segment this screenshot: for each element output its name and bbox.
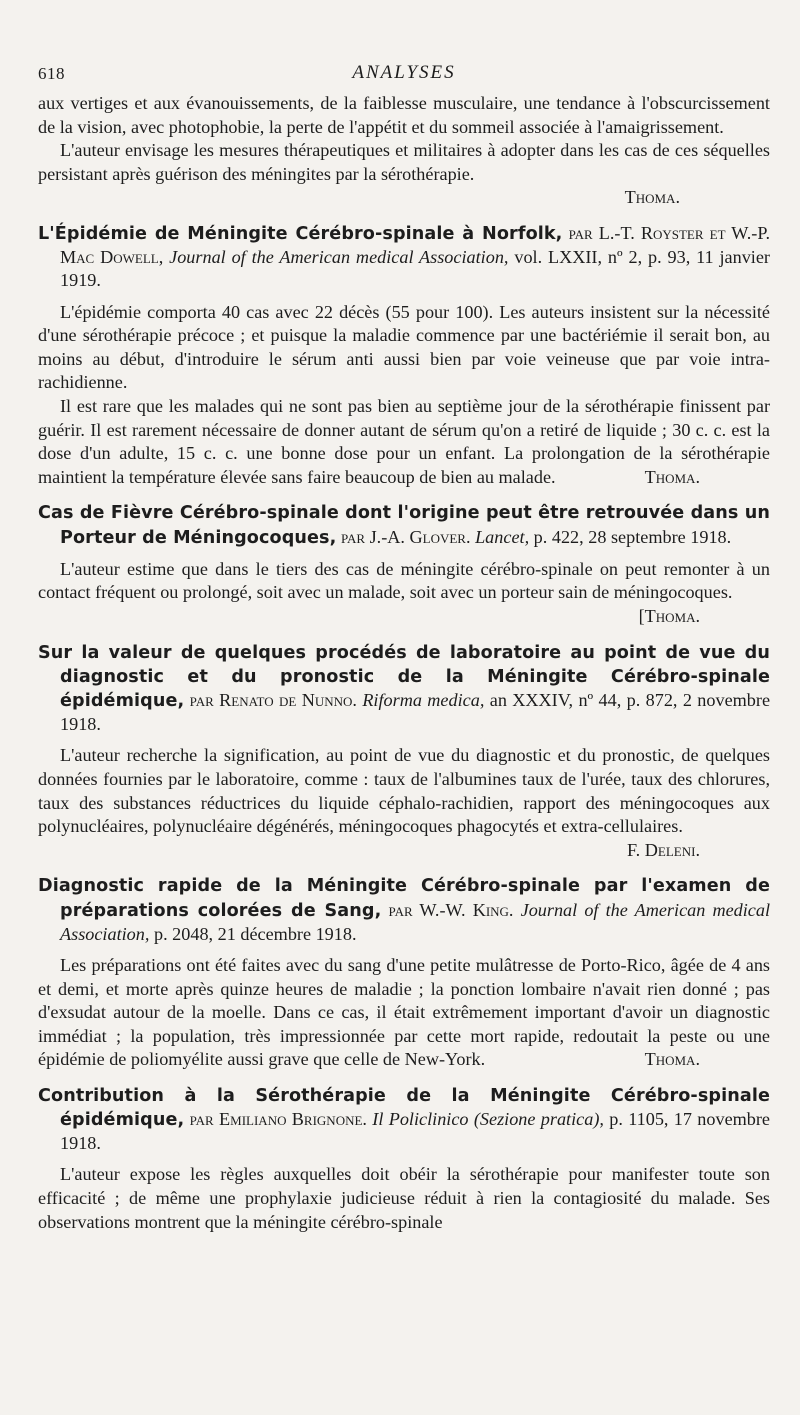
running-head — [38, 60, 770, 92]
article-journal: Journal of the American medical Association, — [169, 247, 509, 268]
article-title: Diagnostic rapide de la Méningite Cérébro-spinale par l'examen de préparations colorées de Sang, — [38, 876, 770, 921]
article-reference: p. 422, 28 septembre 1918. — [533, 526, 732, 547]
article-paragraph: L'épidémie comporta 40 cas avec 22 décès (55 pour 100). Les auteurs insistent sur la nécessité d'une sérothérapie précoce ; et puisque la maladie commence par une bactériémie il serait bon, au moins au début, d'introduire le sérum anti aussi bien par voie veineuse que par voie intra-rachidienne. — [38, 301, 770, 393]
article-authors: par Emiliano Brignone. — [189, 1109, 367, 1130]
article-signature: [Thoma. — [638, 605, 700, 626]
article-paragraph-text: L'auteur recherche la signification, au point de vue du diagnostic et du pronostic, de quelques données fournies par le laboratoire, comme : taux de l'albumines taux de l'urée, taux des chlorures, taux des substances réductrices du liquide céphalo-rachidien, rapport des méningocoques aux polynucléaires, polynucléaire dégénérés, méningocoques phagocytés et extra-cellulaires. — [38, 745, 770, 837]
article-authors: par L.-T. Royster et W.-P. Mac Dowell, — [60, 222, 771, 268]
article-paragraph-text: Il est rare que les malades qui ne sont pas bien au septième jour de la sérothérapie finissent par guérir. Il est rarement nécessaire de donner autant de sérum qu'on a retiré de liquide ; 30 c. c. est la dose d'un adulte, 15 c. c. une bonne dose pour un enfant. La prolongation de la sérothérapie maintient la température élevée sans faire beaucoup de bien au malade. — [38, 395, 770, 487]
section-title: ANALYSES — [352, 62, 456, 83]
article-norfolk — [38, 222, 770, 489]
article-title: Cas de Fièvre Cérébro-spinale dont l'origine peut être retrouvée dans un Porteur de Méningocoques, — [38, 503, 770, 548]
article-title: Contribution à la Sérothérapie de la Méningite Cérébro-spinale épidémique, — [38, 1085, 770, 1131]
article-paragraph — [38, 558, 770, 629]
article-authors: par Renato de Nunno. — [189, 689, 357, 710]
article-paragraph — [38, 954, 770, 1072]
article-serotherapie — [38, 1084, 770, 1234]
article-title: Sur la valeur de quelques procédés de laboratoire au point de vue du diagnostic et du pronostic de la Méningite Cérébro-spinale épidémique, — [38, 642, 770, 711]
article-journal: Riforma medica, — [362, 689, 485, 710]
article-paragraph — [38, 395, 770, 489]
page-number: 618 — [38, 64, 65, 83]
article-reference: p. 2048, 21 décembre 1918. — [153, 923, 357, 944]
article-reference: vol. LXXII, nº 2, p. 93, 11 janvier 1919. — [60, 247, 770, 291]
article-paragraph: L'auteur expose les règles auxquelles doit obéir la sérothérapie pour manifester toute son efficacité ; de même une prophylaxie judicieuse réduit à rien la contagiosité du malade. Ses observations montrent que la méningite cérébro-spinale — [38, 1164, 770, 1232]
intro-paragraph-1: aux vertiges et aux évanouissements, de la faiblesse musculaire, une tendance à l'obscurcissement de la vision, avec photophobie, la perte de l'appétit et du sommeil associée à l'amaigrissement. — [38, 93, 770, 137]
article-journal: Lancet, — [475, 526, 530, 547]
article-authors: par J.-A. Glover. — [340, 526, 471, 547]
article-signature: F. Deleni. — [627, 839, 700, 860]
article-reference: an XXXIV, nº 44, p. 872, 2 novembre 1918. — [60, 689, 771, 735]
article-laboratoire — [38, 641, 770, 863]
article-fievre-porteur — [38, 501, 770, 628]
article-journal: Il Policlinico (Sezione pratica), — [372, 1109, 604, 1130]
article-signature: Thoma. — [644, 1049, 700, 1070]
article-diagnostic-rapide — [38, 874, 770, 1072]
article-title: L'Épidémie de Méningite Cérébro-spinale à Norfolk, — [38, 223, 563, 244]
article-journal: Journal of the American medical Association, — [60, 899, 771, 944]
article-reference: p. 1105, 17 novembre 1918. — [60, 1109, 771, 1154]
article-paragraph-text: Les préparations ont été faites avec du sang d'une petite mulâtresse de Porto-Rico, âgée de 4 ans et demi, et morte après quinze heures de maladie ; la ponction lombaire n'avait rien donné ; pas d'exsudat autour de la moelle. Dans ce cas, il était extrêmement important d'avoir un diagnostic immédiat ; la population, très impressionnée par cette mort rapide, redoutait la peste ou une épidémie de poliomyélite aussi grave que celle de New-York. — [38, 954, 770, 1070]
intro-signature: Thoma. — [624, 187, 680, 208]
article-paragraph — [38, 744, 770, 862]
article-heading — [38, 874, 770, 946]
article-heading — [38, 222, 770, 293]
article-heading — [38, 501, 770, 549]
article-heading — [38, 1084, 770, 1156]
article-heading — [38, 641, 770, 737]
intro-paragraph-2: L'auteur envisage les mesures thérapeutiques et militaires à adopter dans les cas de ces séquelles persistant après guérison des méningites par la sérothérapie. — [38, 140, 770, 184]
article-paragraph-text: L'auteur estime que dans le tiers des cas de méningite cérébro-spinale on peut remonter à un contact fréquent ou prolongé, soit avec un malade, soit avec un porteur sain de méningocoques. — [38, 558, 770, 603]
article-authors: par W.-W. King. — [388, 899, 514, 920]
article-signature: Thoma. — [644, 466, 700, 487]
